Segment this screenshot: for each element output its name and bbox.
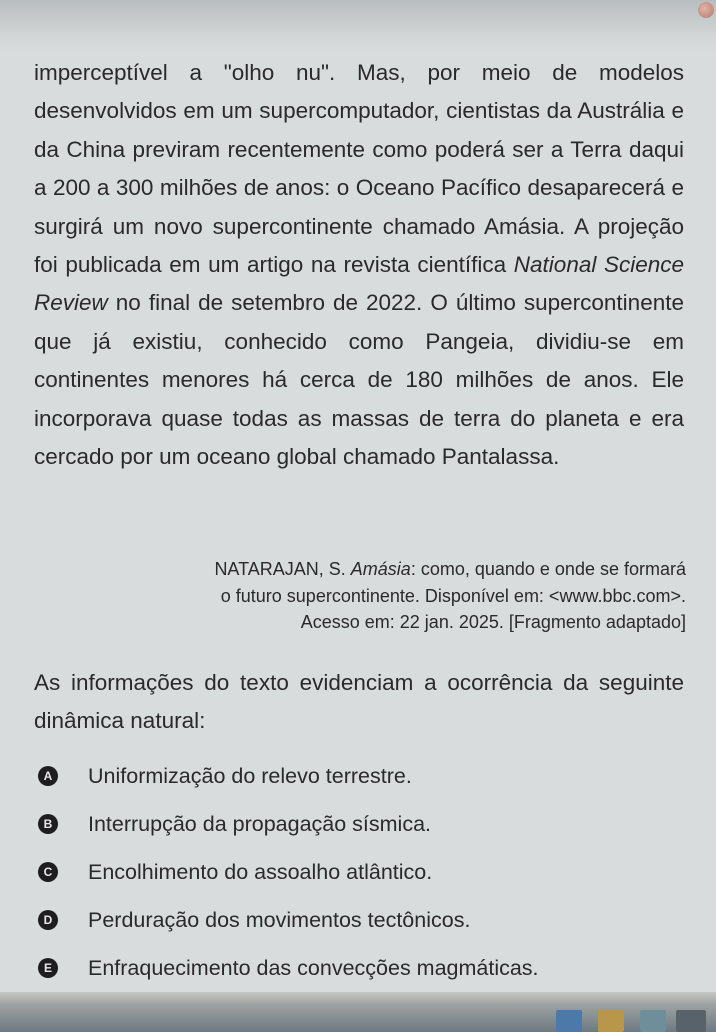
article-text-part1: imperceptível a "olho nu". Mas, por meio de modelos desenvolvidos em um supercomputador, cientistas da Austrália e da China previram recentemente como poderá ser a Terra daqui a 200 a 300 milhões de anos: o Oceano Pacífico desaparecerá e surgirá um novo supercontinente chamado Amásia. A projeção foi publicada em um artigo na revista científica xyxy=(34,60,684,278)
taskbar xyxy=(0,992,716,1032)
source-author: NATARAJAN, S. xyxy=(214,559,351,579)
taskbar-folder-icon[interactable] xyxy=(598,1010,624,1032)
source-title-rest: : como, quando e onde se formará xyxy=(410,559,686,579)
article-text-part2: no final de setembro de 2022. O último supercontinente que já existiu, conhecido como Pangeia, dividiu-se em continentes menores há cerca de 180 milhões de anos. Ele incorporava quase todas as massas de terra do planeta e era cercado por um oceano global chamado Pantalassa. xyxy=(34,290,684,470)
taskbar-system-icon[interactable] xyxy=(676,1010,706,1032)
question-prompt xyxy=(34,664,684,741)
option-letter-badge: D xyxy=(38,910,58,930)
journal-name: National Science Review xyxy=(34,252,684,316)
taskbar-app-icon[interactable] xyxy=(556,1010,582,1032)
option-text: Enfraquecimento das convecções magmáticas. xyxy=(88,955,539,980)
option-d[interactable] xyxy=(34,896,694,944)
taskbar-app-icon[interactable] xyxy=(640,1010,666,1032)
option-text: Perduração dos movimentos tectônicos. xyxy=(88,907,471,932)
option-text: Interrupção da propagação sísmica. xyxy=(88,811,432,836)
source-citation xyxy=(150,556,686,636)
article-paragraph xyxy=(34,54,684,476)
source-title: Amásia xyxy=(350,559,411,579)
source-url-line: o futuro supercontinente. Disponível em: <www.bbc.com>. xyxy=(220,585,686,606)
option-text: Uniformização do relevo terrestre. xyxy=(88,763,412,788)
answer-options xyxy=(34,752,694,992)
option-b[interactable] xyxy=(34,800,694,848)
source-access-line: Acesso em: 22 jan. 2025. [Fragmento adaptado] xyxy=(300,612,686,632)
option-letter-badge: E xyxy=(38,958,58,978)
option-text: Encolhimento do assoalho atlântico. xyxy=(88,859,433,884)
question-text: As informações do texto evidenciam a ocorrência da seguinte dinâmica natural: xyxy=(34,670,684,734)
option-c[interactable] xyxy=(34,848,694,896)
option-letter-badge: A xyxy=(38,766,58,786)
option-letter-badge: C xyxy=(38,862,58,882)
option-e[interactable] xyxy=(34,944,694,992)
option-letter-badge: B xyxy=(38,814,58,834)
option-a[interactable] xyxy=(34,752,694,800)
